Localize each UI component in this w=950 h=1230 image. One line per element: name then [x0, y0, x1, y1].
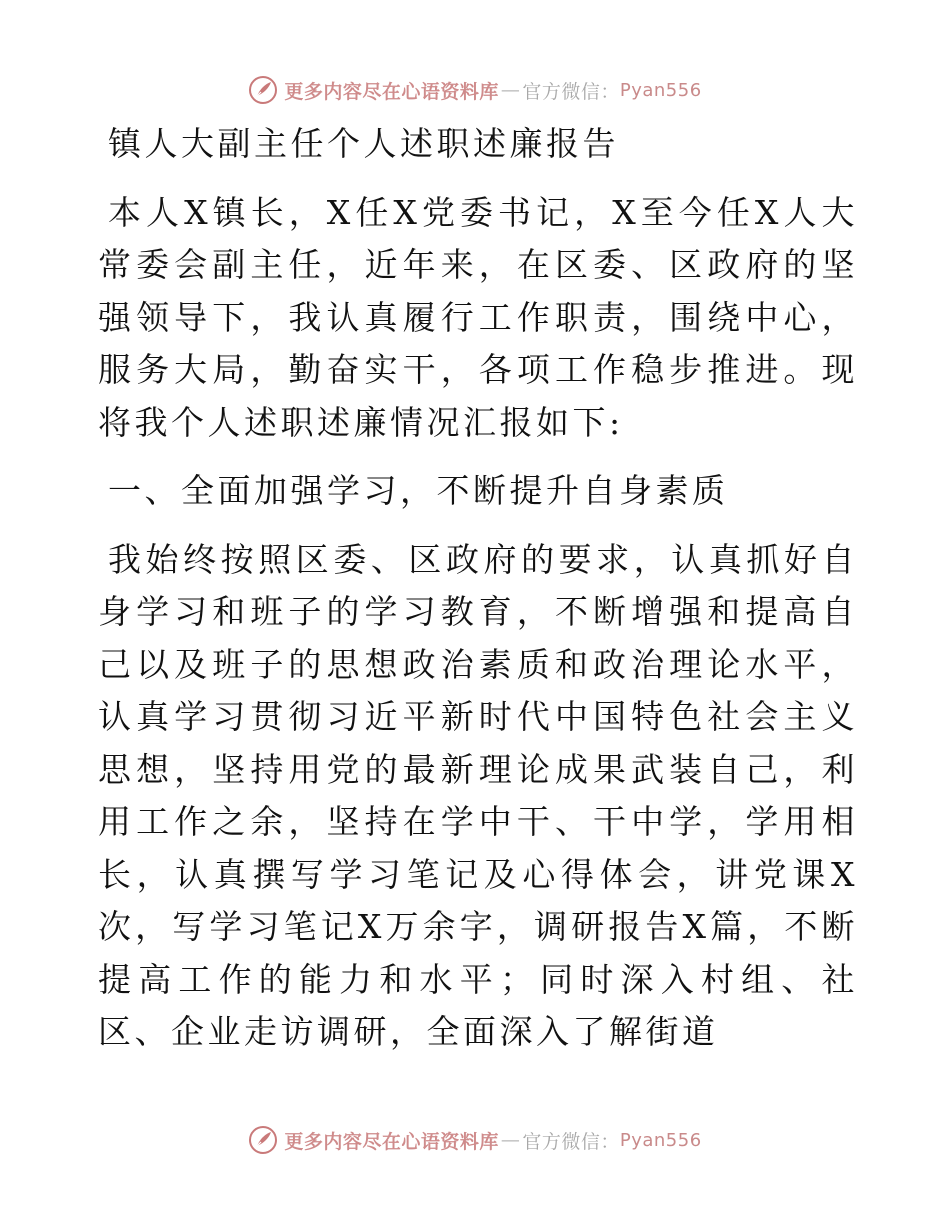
watermark-label: 官方微信：: [522, 80, 620, 103]
watermark-dash: —: [500, 1129, 521, 1151]
watermark-label: 官方微信：: [522, 1130, 620, 1153]
document-title: 镇人大副主任个人述职述廉报告: [108, 124, 619, 163]
quill-logo-icon: [248, 1125, 278, 1155]
watermark-footer: [0, 1122, 950, 1158]
document-body: [98, 118, 858, 1059]
watermark-dash: —: [500, 79, 521, 101]
watermark-header: [0, 72, 950, 108]
watermark-text: 更多内容尽在心语资料库: [284, 80, 499, 103]
watermark-text: 更多内容尽在心语资料库: [284, 1130, 499, 1153]
paragraph-body: 我始终按照区委、区政府的要求，认真抓好自身学习和班子的学习教育，不断增强和提高自己以及班子的思想政治素质和政治理论水平，认真学习贯彻习近平新时代中国特色社会主义思想，坚持用党的最新理论成果武装自己，利用工作之余，坚持在学中干、干中学，学用相长，认真撰写学习笔记及心得体会，讲党课X次，写学习笔记X万余字，调研报告X篇，不断提高工作的能力和水平；同时深入村组、社区、企业走访调研，全面深入了解街道: [98, 539, 858, 1051]
paragraph-intro: 本人X镇长，X任X党委书记，X至今任X人大常委会副主任，近年来，在区委、区政府的坚强领导下，我认真履行工作职责，围绕中心，服务大局，勤奋实干，各项工作稳步推进。现将我个人述职述廉情况汇报如下:: [98, 192, 858, 442]
section-heading: 一、全面加强学习，不断提升自身素质: [108, 471, 729, 510]
watermark-id: Pyan556: [619, 1129, 702, 1151]
watermark-id: Pyan556: [619, 79, 702, 101]
quill-logo-icon: [248, 75, 278, 105]
